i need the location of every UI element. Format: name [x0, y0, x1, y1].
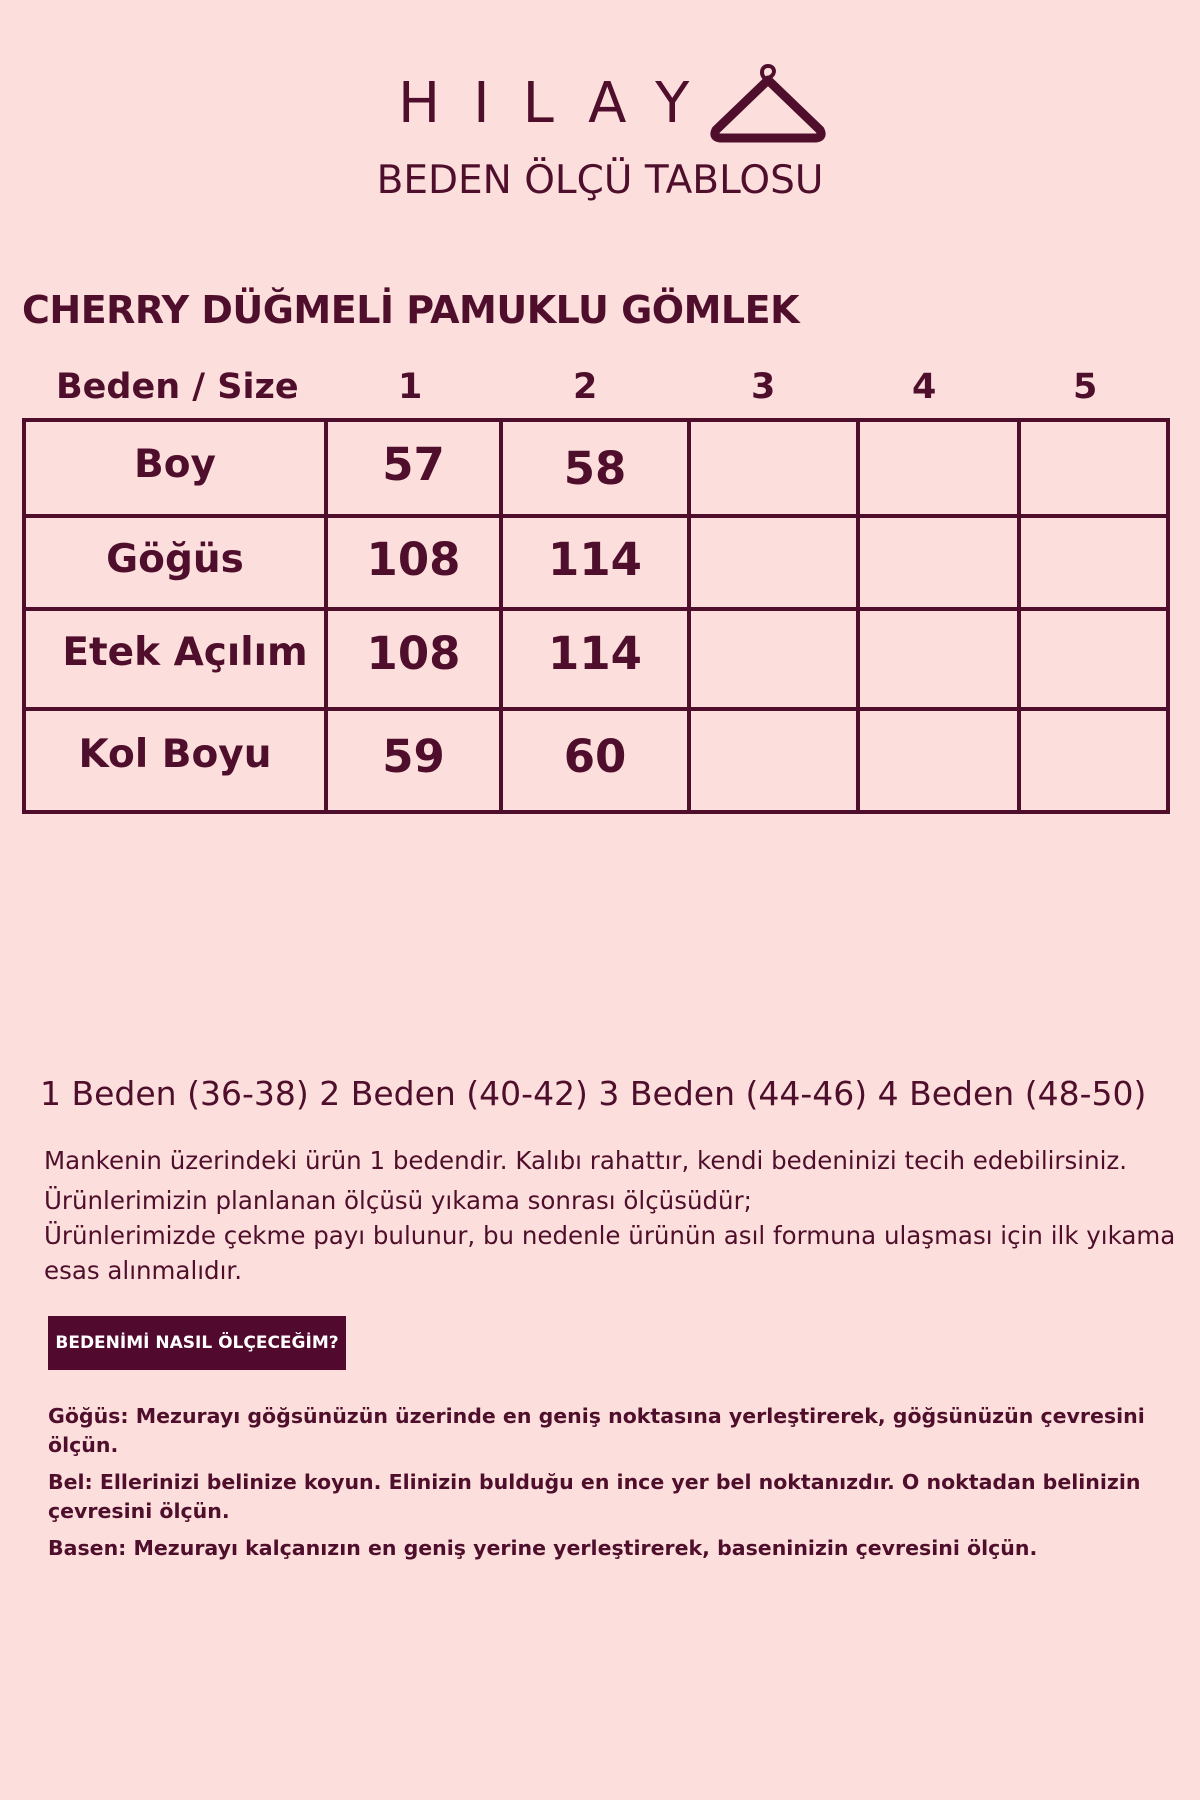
row-label-kol-boyu: Kol Boyu [78, 732, 272, 777]
column-divider [1017, 422, 1021, 810]
cell-etek-size2: 114 [548, 627, 642, 680]
product-notes [44, 1143, 1184, 1288]
cell-gogus-size1: 108 [366, 533, 461, 586]
size-header-4: 4 [912, 367, 937, 407]
how-to-measure-button[interactable]: BEDENİMİ NASIL ÖLÇECEĞİM? [48, 1316, 346, 1370]
cell-kol-size2: 60 [563, 730, 627, 783]
brand-name: HILAY [398, 71, 723, 136]
row-label-gogus: Göğüs [106, 537, 244, 582]
size-table [22, 418, 1170, 814]
hanger-icon [710, 62, 826, 144]
page-title: BEDEN ÖLÇÜ TABLOSU [376, 158, 824, 203]
column-divider [856, 422, 860, 810]
note-line-2: Ürünlerimizin planlanan ölçüsü yıkama sonrası ölçüsüdür; [44, 1186, 752, 1215]
tip-hip: Basen: Mezurayı kalçanızın en geniş yerine yerleştirerek, baseninizin çevresini ölçün. [48, 1536, 1038, 1560]
row-label-boy: Boy [134, 442, 216, 487]
brand-logo [398, 62, 828, 152]
table-corner-label: Beden / Size [56, 367, 299, 407]
size-header-3: 3 [751, 367, 776, 407]
size-ranges: 1 Beden (36-38) 2 Beden (40-42) 3 Beden (44-46) 4 Beden (48-50) [40, 1074, 1147, 1113]
note-line-1: Mankenin üzerindeki ürün 1 bedendir. Kalıbı rahattır, kendi bedeninizi tecih edebilirsiniz. [44, 1146, 1128, 1175]
tip-chest: Göğüs: Mezurayı göğsünüzün üzerinde en geniş noktasına yerleştirerek, göğsünüzün çevresini ölçün. [48, 1404, 1145, 1457]
note-line-3: Ürünlerimizde çekme payı bulunur, bu nedenle ürünün asıl formuna ulaşması için ilk yıkama esas alınmalıdır. [44, 1221, 1176, 1285]
size-header-1: 1 [398, 367, 423, 407]
size-header-5: 5 [1073, 367, 1098, 407]
cell-boy-size2: 58 [563, 442, 627, 495]
product-title: CHERRY DÜĞMELİ PAMUKLU GÖMLEK [22, 288, 800, 332]
cell-kol-size1: 59 [382, 730, 445, 783]
cell-boy-size1: 57 [382, 438, 445, 491]
row-label-etek-acilim: Etek Açılım [62, 630, 308, 675]
size-header-2: 2 [573, 367, 598, 407]
tip-waist: Bel: Ellerinizi belinize koyun. Elinizin bulduğu en ince yer bel noktanızdır. O noktadan belinizin çevresini ölçün. [48, 1470, 1141, 1523]
row-divider [26, 607, 1166, 611]
column-divider [687, 422, 691, 810]
measurement-tips [48, 1402, 1168, 1571]
row-divider [26, 514, 1166, 518]
row-divider [26, 707, 1166, 711]
cell-etek-size1: 108 [366, 627, 461, 680]
cell-gogus-size2: 114 [548, 533, 642, 586]
